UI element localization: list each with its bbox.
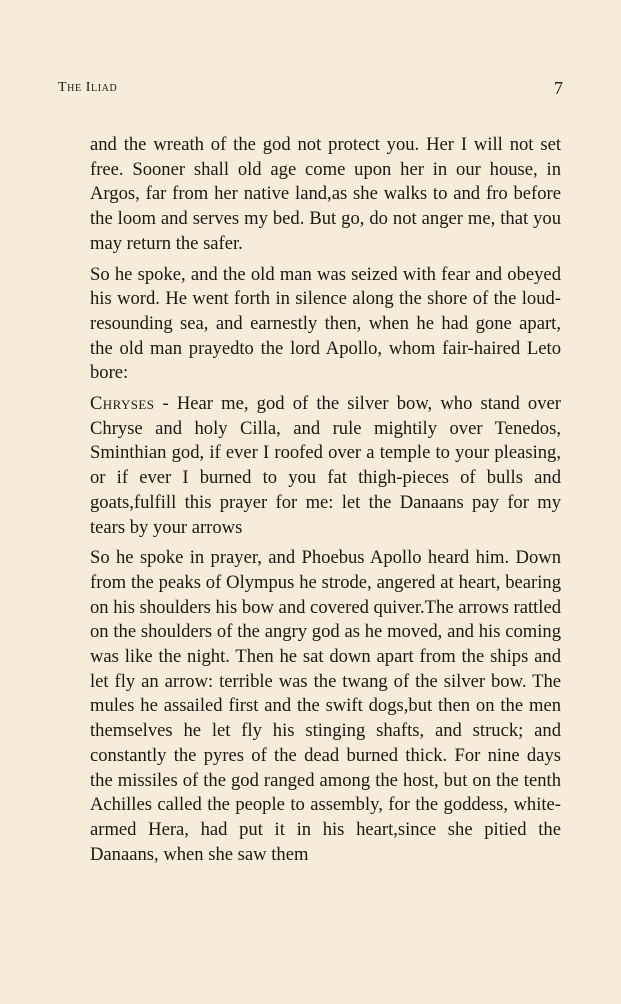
paragraph-3-speech — [90, 392, 561, 540]
speech-text: Hear me, god of the silver bow, who stand over Chryse and holy Cilla, and rule mightily over Tenedos, Sminthian god, if ever I roofed over a temple to your pleasing, or if ever I burned to you fat thigh-pieces of bulls and goats,fulfill this prayer for me: let the Danaans pay for my tears by your arrows — [90, 393, 561, 538]
running-header — [58, 76, 563, 100]
page-number: 7 — [554, 78, 563, 98]
speaker-name: Chryses — [90, 393, 155, 415]
running-title: The Iliad — [58, 80, 118, 95]
body-text — [90, 133, 561, 873]
paragraph-4: So he spoke in prayer, and Phoebus Apollo heard him. Down from the peaks of Olympus he strode, angered at heart, bearing on his shoulders his bow and covered quiver.The arrows rattled on the shoulders of the angry god as he moved, and his coming was like the night. Then he sat down apart from the ships and let fly an arrow: terrible was the twang of the silver bow. The mules he assailed first and the swift dogs,but then on the men themselves he let fly his stinging shafts, and struck; and constantly the pyres of the dead burned thick. For nine days the missiles of the god ranged among the host, but on the tenth Achilles called the people to assembly, for the goddess, white-armed Hera, had put it in his heart,since she pitied the Danaans, when she saw them — [90, 547, 561, 865]
paragraph-2: So he spoke, and the old man was seized with fear and obeyed his word. He went forth in silence along the shore of the loud-resounding sea, and earnestly then, when he had gone apart, the old man prayedto the lord Apollo, whom fair-haired Leto bore: — [90, 263, 561, 384]
speaker-separator: - — [154, 393, 177, 415]
paragraph-1: and the wreath of the god not protect you. Her I will not set free. Sooner shall old age come upon her in our house, in Argos, far from her native land,as she walks to and fro before the loom and serves my bed. But go, do not anger me, that you may return the safer. — [90, 134, 561, 254]
